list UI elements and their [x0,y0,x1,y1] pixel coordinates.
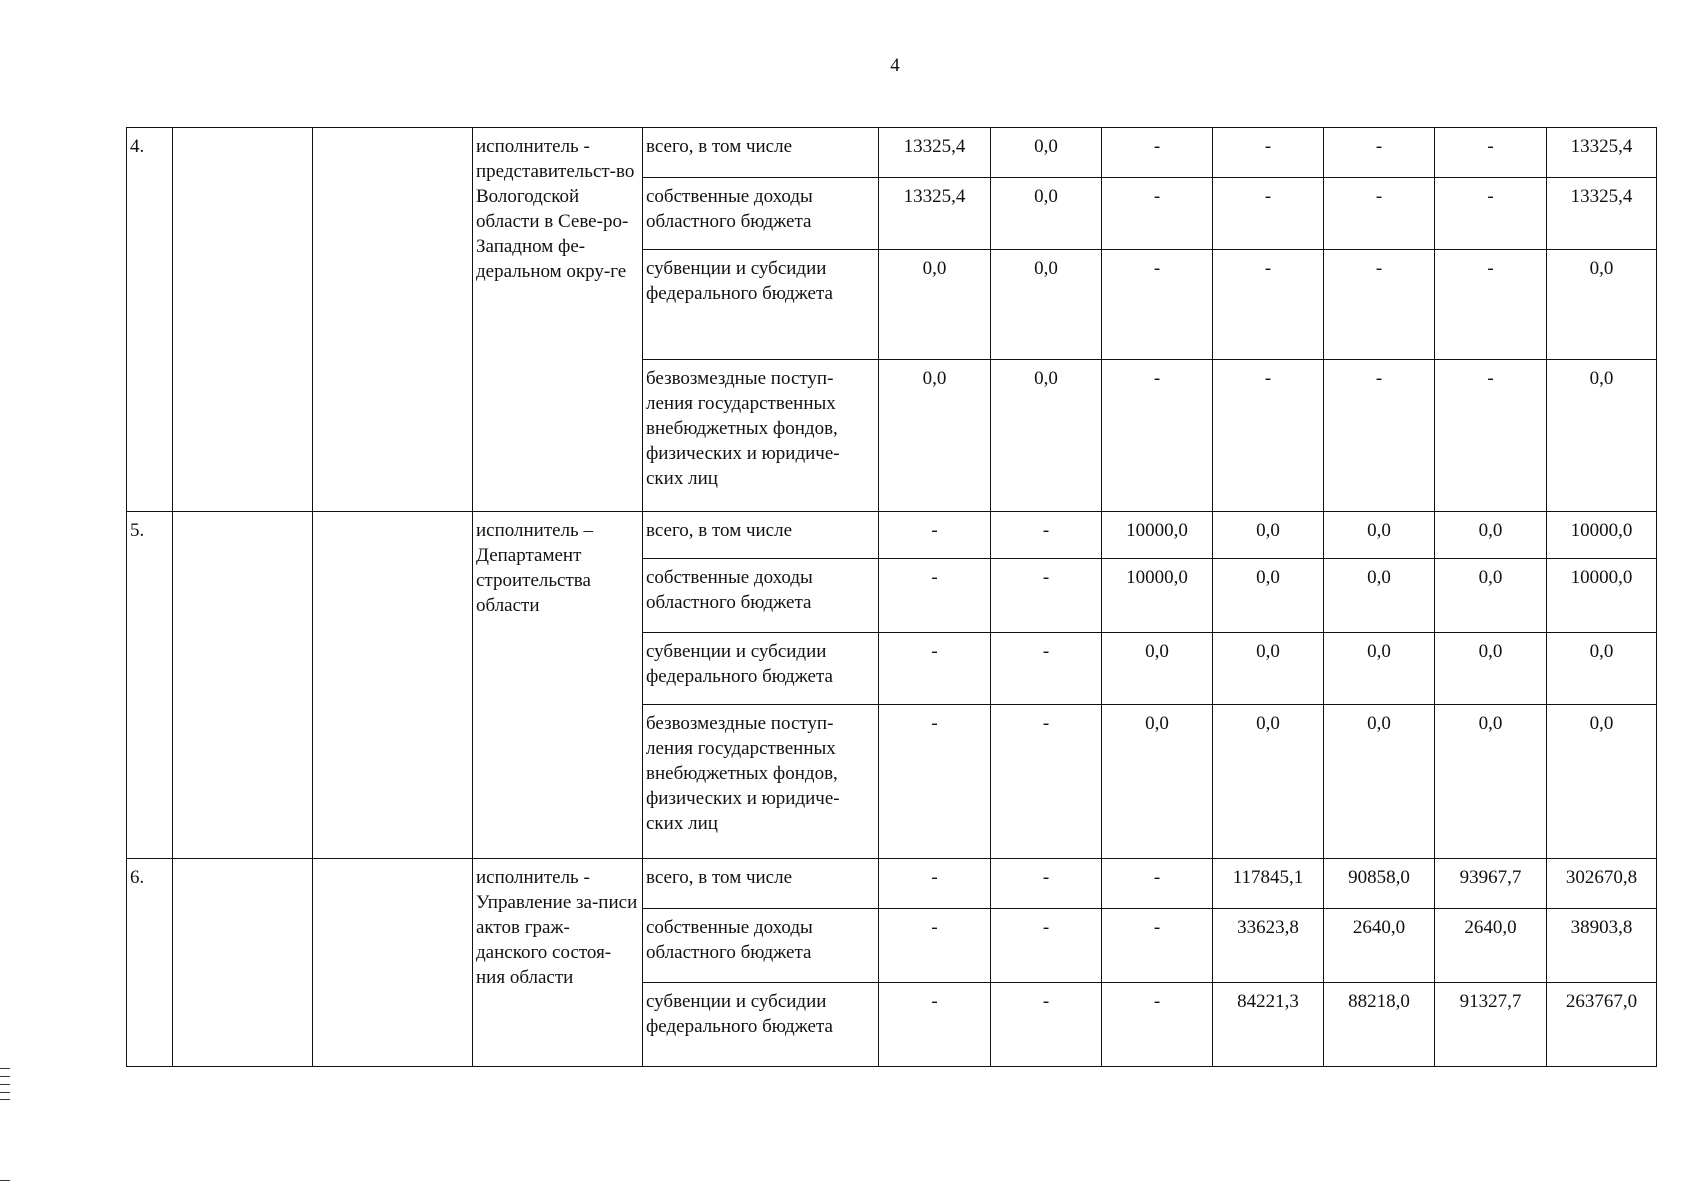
value-cell: 0,0 [879,250,991,360]
value-cell: 0,0 [1435,705,1547,859]
value-cell: - [1102,178,1213,250]
value-cell: - [1324,360,1435,512]
value-cell: - [991,983,1102,1067]
value-cell: 88218,0 [1324,983,1435,1067]
value-cell: 263767,0 [1547,983,1657,1067]
row-number: 4. [127,128,173,512]
value-cell: - [1435,360,1547,512]
scan-mark [0,1084,10,1085]
value-cell: 0,0 [1435,512,1547,559]
value-cell: - [991,859,1102,909]
funding-source-cell: субвенции и субсидии федерального бюджета [643,633,879,705]
value-cell: 10000,0 [1102,512,1213,559]
value-cell: - [1213,250,1324,360]
value-cell: 33623,8 [1213,909,1324,983]
empty-cell [313,128,473,512]
value-cell: 0,0 [1435,559,1547,633]
value-cell: 0,0 [1213,633,1324,705]
value-cell: - [1213,360,1324,512]
executor-cell: исполнитель - Управление за-писи актов граж-данского состоя-ния области [473,859,643,1067]
value-cell: - [1102,250,1213,360]
value-cell: - [991,909,1102,983]
value-cell: 0,0 [991,250,1102,360]
value-cell: - [1102,909,1213,983]
value-cell: 0,0 [1324,633,1435,705]
funding-source-cell: собственные доходы областного бюджета [643,559,879,633]
empty-cell [313,859,473,1067]
value-cell: 2640,0 [1324,909,1435,983]
value-cell: - [1102,983,1213,1067]
value-cell: - [1102,360,1213,512]
value-cell: - [879,909,991,983]
value-cell: 13325,4 [1547,128,1657,178]
scan-mark [0,1076,10,1077]
budget-table-body [127,128,1657,1067]
scan-mark [0,1099,10,1100]
value-cell: 302670,8 [1547,859,1657,909]
value-cell: - [1102,859,1213,909]
funding-source-cell: собственные доходы областного бюджета [643,909,879,983]
value-cell: 2640,0 [1435,909,1547,983]
value-cell: - [1435,128,1547,178]
value-cell: - [1324,178,1435,250]
value-cell: 10000,0 [1547,559,1657,633]
value-cell: - [1213,128,1324,178]
value-cell: - [879,705,991,859]
value-cell: 0,0 [991,178,1102,250]
value-cell: - [879,983,991,1067]
value-cell: 10000,0 [1102,559,1213,633]
funding-source-cell: всего, в том числе [643,859,879,909]
empty-cell [313,512,473,859]
funding-source-cell: безвозмездные поступ-ления государственных внебюджетных фондов, физических и юридиче-ских лиц [643,360,879,512]
empty-cell [173,128,313,512]
value-cell: 84221,3 [1213,983,1324,1067]
value-cell: 90858,0 [1324,859,1435,909]
value-cell: 0,0 [1547,250,1657,360]
value-cell: 93967,7 [1435,859,1547,909]
executor-cell: исполнитель - представительст-во Вологодской области в Севе-ро-Западном фе-деральном окру-ге [473,128,643,512]
funding-source-cell: субвенции и субсидии федерального бюджета [643,983,879,1067]
scan-mark [0,1092,10,1093]
value-cell: 117845,1 [1213,859,1324,909]
row-number: 5. [127,512,173,859]
funding-source-cell: всего, в том числе [643,128,879,178]
value-cell: - [1102,128,1213,178]
table-row [127,512,1657,559]
value-cell: - [1435,178,1547,250]
value-cell: - [991,633,1102,705]
value-cell: 38903,8 [1547,909,1657,983]
empty-cell [173,859,313,1067]
value-cell: 0,0 [879,360,991,512]
budget-table [126,127,1657,1067]
value-cell: 0,0 [1324,512,1435,559]
value-cell: - [991,512,1102,559]
funding-source-cell: субвенции и субсидии федерального бюджета [643,250,879,360]
value-cell: 0,0 [1324,559,1435,633]
value-cell: 10000,0 [1547,512,1657,559]
value-cell: - [991,705,1102,859]
empty-cell [173,512,313,859]
value-cell: - [991,559,1102,633]
value-cell: - [879,512,991,559]
value-cell: 0,0 [991,128,1102,178]
page-number: 4 [890,55,900,76]
row-number: 6. [127,859,173,1067]
table-row [127,128,1657,178]
value-cell: 91327,7 [1435,983,1547,1067]
value-cell: 0,0 [1324,705,1435,859]
value-cell: 0,0 [1547,633,1657,705]
value-cell: - [879,559,991,633]
value-cell: 0,0 [1213,512,1324,559]
value-cell: 13325,4 [1547,178,1657,250]
value-cell: 0,0 [1213,705,1324,859]
value-cell: 0,0 [1547,705,1657,859]
value-cell: - [1324,128,1435,178]
value-cell: - [1435,250,1547,360]
value-cell: 13325,4 [879,128,991,178]
value-cell: 0,0 [1102,633,1213,705]
scan-mark [0,1180,10,1181]
table-row [127,859,1657,909]
value-cell: - [1324,250,1435,360]
value-cell: 13325,4 [879,178,991,250]
value-cell: 0,0 [1102,705,1213,859]
value-cell: - [879,859,991,909]
value-cell: - [1213,178,1324,250]
funding-source-cell: всего, в том числе [643,512,879,559]
funding-source-cell: собственные доходы областного бюджета [643,178,879,250]
value-cell: 0,0 [991,360,1102,512]
scan-mark [0,1068,10,1069]
value-cell: 0,0 [1213,559,1324,633]
value-cell: 0,0 [1435,633,1547,705]
executor-cell: исполнитель – Департамент строительства области [473,512,643,859]
funding-source-cell: безвозмездные поступ-ления государственных внебюджетных фондов, физических и юридиче-ских лиц [643,705,879,859]
value-cell: 0,0 [1547,360,1657,512]
value-cell: - [879,633,991,705]
